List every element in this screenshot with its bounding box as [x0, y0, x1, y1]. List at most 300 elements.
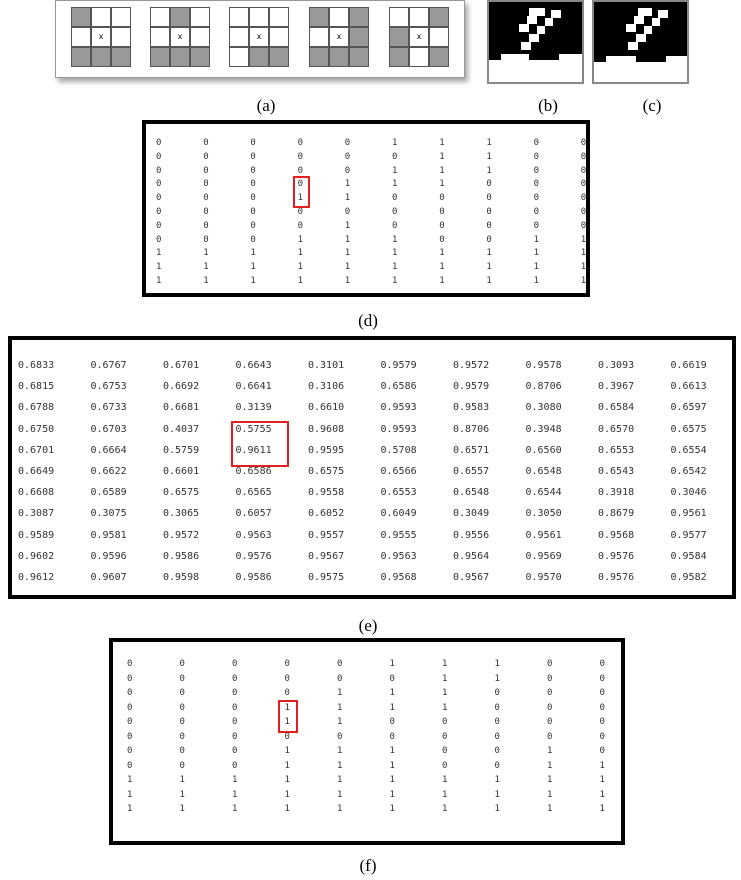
matrix-cell: 1: [580, 248, 587, 259]
matrix-cell: 1: [439, 179, 445, 190]
matrix-cell: 0: [156, 207, 162, 217]
matrix-cell: 0.6703: [90, 423, 127, 435]
matrix-cell: 0.5759: [163, 444, 200, 456]
matrix-cell: 0: [297, 179, 304, 190]
matrix-cell: 0: [337, 659, 343, 669]
mask-cell: [71, 7, 91, 27]
matrix-cell: 0: [250, 220, 256, 231]
mask-cell: [91, 7, 111, 27]
matrix-cell: 0: [392, 193, 398, 204]
matrix-cell: 1: [494, 659, 500, 669]
matrix-cell: 0: [337, 731, 343, 742]
matrix-cell: 0.6601: [163, 466, 200, 477]
matrix-cell: 0.6584: [598, 402, 635, 414]
matrix-cell: 0.8679: [598, 508, 635, 520]
mask-cell: [229, 7, 249, 27]
matrix-cell: 0: [494, 731, 500, 742]
matrix-cell: 1: [547, 804, 553, 814]
matrix-cell: 1: [284, 746, 290, 756]
matrix-cell: 0: [179, 717, 185, 727]
matrix-cell: 0: [337, 673, 343, 684]
mask-cell: [269, 47, 289, 67]
matrix-cell: 0: [547, 717, 553, 727]
matrix-cell: 1: [127, 775, 133, 785]
mask-cell: [389, 7, 409, 27]
matrix-cell: 0: [232, 717, 238, 727]
matrix-cell: 0: [284, 731, 290, 742]
matrix-cell: 0.9572: [163, 529, 200, 541]
matrix-cell: 0.3948: [525, 423, 562, 435]
matrix-cell: 0: [127, 659, 133, 669]
matrix-cell: 0: [156, 151, 162, 162]
matrix-cell: 0.9556: [453, 529, 490, 541]
matrix-cell: 0.4037: [163, 423, 200, 435]
matrix-cell: 0: [392, 220, 398, 231]
matrix-cell: 1: [442, 775, 448, 785]
matrix-cell: 1: [337, 804, 343, 814]
matrix-cell: 0: [127, 717, 133, 727]
matrix-cell: 0.9561: [525, 529, 562, 541]
matrix-cell: 0.6544: [525, 487, 562, 499]
matrix-cell: 0: [250, 179, 256, 190]
matrix-cell: 0.6610: [308, 402, 345, 414]
matrix-cell: 0: [580, 193, 587, 204]
highlight-box: [278, 700, 298, 733]
matrix-cell: 0.6548: [453, 487, 490, 499]
mask-cell: [429, 47, 449, 67]
mask-cell: [349, 27, 369, 47]
matrix-cell: 0.3049: [453, 508, 490, 520]
matrix-cell: 0.3046: [670, 487, 707, 499]
mask-cell: [309, 47, 329, 67]
caption-d: (d): [358, 311, 378, 330]
matrix-cell: 0.6643: [235, 360, 272, 371]
matrix-cell: 1: [337, 789, 343, 800]
matrix-cell: 0: [297, 220, 304, 231]
matrix-cell: 1: [156, 262, 162, 273]
matrix-cell: 1: [156, 248, 162, 259]
matrix-cell: 0.3065: [163, 508, 200, 520]
binary-image-b: [487, 0, 584, 84]
matrix-cell: 0.3050: [525, 508, 562, 520]
matrix-cell: 0: [203, 193, 209, 204]
matrix-cell: 0.6613: [670, 381, 707, 393]
matrix-cell: 0.9582: [670, 572, 707, 583]
matrix-cell: 0: [439, 193, 445, 204]
matrix-cell: 0.9563: [235, 529, 272, 541]
matrix-cell: 1: [439, 151, 445, 162]
matrix-cell: 1: [250, 262, 256, 273]
matrix-cell: 0.6701: [163, 360, 200, 371]
matrix-cell: 1: [389, 746, 395, 756]
matrix-cell: 0.9581: [90, 529, 127, 541]
matrix-cell: 0: [250, 138, 256, 148]
matrix-cell: 0: [599, 673, 605, 684]
matrix-cell: 0.6548: [525, 466, 562, 477]
matrix-cell: 0.6622: [90, 466, 127, 477]
matrix-cell: 0: [203, 151, 209, 162]
matrix-cell: 0.5755: [235, 423, 272, 435]
matrix-cell: 1: [599, 775, 605, 785]
matrix-cell: 0.9593: [380, 402, 417, 414]
matrix-cell: 1: [179, 789, 185, 800]
matrix-cell: 0.6570: [598, 423, 635, 435]
matrix-cell: 1: [494, 789, 500, 800]
matrix-cell: 0: [179, 760, 185, 771]
matrix-cell: 0.3087: [18, 508, 55, 520]
matrix-cell: 0: [127, 760, 133, 771]
matrix-cell: 0.3139: [235, 402, 272, 414]
matrix-cell: 0: [392, 207, 398, 217]
matrix-cell: 1: [250, 248, 256, 259]
matrix-cell: 0.6692: [163, 381, 200, 393]
matrix-cell: 0: [344, 207, 351, 217]
mask-cell: [150, 47, 170, 67]
matrix-cell: 1: [439, 165, 445, 176]
matrix-cell: 1: [389, 702, 395, 713]
matrix-cell: 0: [250, 193, 256, 204]
matrix-cell: 1: [580, 234, 587, 245]
mask-cell: [389, 47, 409, 67]
matrix-cell: 1: [486, 151, 492, 162]
highlight-box: [231, 421, 289, 467]
matrix-cell: 1: [337, 746, 343, 756]
caption-c: (c): [642, 96, 662, 115]
matrix-cell: 1: [297, 193, 304, 204]
matrix-cell: 0.6057: [235, 508, 272, 520]
mask-cell: [249, 7, 269, 27]
matrix-cell: 1: [486, 276, 492, 286]
matrix-cell: 1: [439, 276, 445, 286]
matrix-cell: 1: [203, 262, 209, 273]
matrix-cell: 1: [203, 248, 209, 259]
matrix-cell: 0: [203, 165, 209, 176]
matrix-cell: 0.6565: [235, 487, 272, 499]
matrix-cell: 1: [297, 262, 304, 273]
matrix-cell: 0.9586: [235, 572, 272, 583]
mask-cell: [329, 47, 349, 67]
mask-cell: [91, 47, 111, 67]
matrix-cell: 1: [533, 262, 540, 273]
matrix-cell: 0: [494, 702, 500, 713]
matrix-cell: 0.9598: [163, 572, 200, 583]
matrix-cell: 1: [344, 179, 351, 190]
matrix-cell: 0: [297, 151, 304, 162]
mask-cell: [190, 7, 210, 27]
matrix-cell: 1: [486, 248, 492, 259]
mask-cell: [229, 47, 249, 67]
matrix-cell: 1: [284, 717, 290, 727]
matrix-cell: 1: [337, 702, 343, 713]
matrix-cell: 1: [392, 248, 398, 259]
matrix-cell: 0.6733: [90, 402, 127, 414]
mask-cell: [409, 47, 429, 67]
matrix-cell: 1: [580, 276, 587, 286]
matrix-cell: 1: [494, 775, 500, 785]
matrix-cell: 0.9568: [380, 572, 417, 583]
matrix-cell: 0: [494, 717, 500, 727]
matrix-cell: 1: [250, 276, 256, 286]
matrix-cell: 1: [232, 775, 238, 785]
mask-cell: [269, 7, 289, 27]
matrix-cell: 0: [439, 220, 445, 231]
mask-panel: [55, 0, 465, 78]
mask-cell: [170, 7, 190, 27]
matrix-cell: 0: [232, 702, 238, 713]
matrix-cell: 1: [389, 775, 395, 785]
matrix-cell: 0: [156, 234, 162, 245]
matrix-cell: 1: [344, 262, 351, 273]
matrix-cell: 0: [297, 207, 304, 217]
matrix-cell: 1: [392, 276, 398, 286]
matrix-cell: 0: [232, 673, 238, 684]
matrix-cell: 0.9577: [670, 529, 707, 541]
matrix-cell: 0.9583: [453, 402, 490, 414]
matrix-cell: 0.9569: [525, 550, 562, 562]
matrix-cell: 0.3918: [598, 487, 635, 499]
mask-cell: [111, 27, 131, 47]
mask-cell: [190, 47, 210, 67]
matrix-cell: 0: [547, 673, 553, 684]
matrix-cell: 0.5708: [380, 444, 417, 456]
matrix-cell: 0.6753: [90, 381, 127, 393]
matrix-cell: 0: [533, 165, 540, 176]
matrix-cell: 0: [250, 207, 256, 217]
matrix-cell: 0: [442, 760, 448, 771]
matrix-cell: 0.8706: [453, 423, 490, 435]
matrix-cell: 0.6575: [308, 466, 345, 477]
matrix-cell: 1: [232, 804, 238, 814]
matrix-cell: 0: [547, 731, 553, 742]
matrix-cell: 0.6553: [598, 444, 635, 456]
matrix-cell: 0: [250, 234, 256, 245]
mask-cell: [309, 7, 329, 27]
matrix-cell: 1: [344, 220, 351, 231]
matrix-cell: 0.6664: [90, 444, 127, 456]
matrix-cell: 0: [179, 702, 185, 713]
highlight-box: [293, 176, 310, 208]
caption-f: (f): [359, 856, 377, 875]
matrix-cell: 1: [389, 659, 395, 669]
matrix-cell: 0: [127, 746, 133, 756]
matrix-cell: 0.9557: [308, 529, 345, 541]
matrix-cell: 0.9578: [525, 360, 562, 371]
matrix-cell: 0: [179, 659, 185, 669]
matrix-cell: 1: [392, 234, 398, 245]
matrix-cell: 1: [389, 688, 395, 698]
matrix-cell: 0.6560: [525, 444, 562, 456]
matrix-cell: 0.9561: [670, 508, 707, 520]
matrix-cell: 0: [297, 165, 304, 176]
matrix-cell: 1: [392, 165, 398, 176]
matrix-cell: 0.6589: [90, 487, 127, 499]
matrix-cell: 0: [179, 731, 185, 742]
matrix-cell: 1: [297, 234, 304, 245]
matrix-cell: 0.6049: [380, 508, 417, 520]
matrix-cell: 0: [156, 193, 162, 204]
matrix-cell: 1: [284, 775, 290, 785]
matrix-cell: 0: [599, 717, 605, 727]
matrix-cell: 0.9611: [235, 444, 272, 456]
matrix-cell: 1: [389, 789, 395, 800]
matrix-cell: 1: [547, 760, 553, 771]
matrix-cell: 1: [486, 138, 492, 148]
matrix-cell: 0.9579: [380, 360, 417, 371]
matrix-cell: 0: [442, 717, 448, 727]
matrix-cell: 0: [533, 220, 540, 231]
matrix-cell: 1: [337, 760, 343, 771]
matrix-cell: 1: [486, 165, 492, 176]
matrix-cell: 0: [156, 165, 162, 176]
matrix-cell: 0.3093: [598, 360, 635, 371]
mask-cell: [170, 47, 190, 67]
matrix-cell: 1: [344, 234, 351, 245]
matrix-cell: 0.9612: [18, 572, 55, 583]
matrix-cell: 0.9572: [453, 360, 490, 371]
matrix-cell: 0.9608: [308, 423, 345, 435]
matrix-cell: 0: [232, 659, 238, 669]
matrix-cell: 1: [533, 234, 540, 245]
matrix-cell: 0.9576: [598, 572, 635, 583]
matrix-cell: 0: [494, 746, 500, 756]
matrix-cell: 0.6571: [453, 444, 490, 456]
matrix-cell: 0: [156, 220, 162, 231]
matrix-cell: 0: [232, 746, 238, 756]
matrix-cell: 1: [547, 746, 553, 756]
matrix-cell: 1: [547, 789, 553, 800]
matrix-cell: 0: [547, 688, 553, 698]
matrix-cell: 1: [156, 276, 162, 286]
matrix-cell: 1: [442, 789, 448, 800]
matrix-cell: 1: [203, 276, 209, 286]
matrix-cell: 1: [389, 760, 395, 771]
matrix-cell: 1: [442, 659, 448, 669]
matrix-cell: 0.9586: [163, 550, 200, 562]
mask-cell: [409, 7, 429, 27]
matrix-cell: 1: [297, 276, 304, 286]
matrix-cell: 0: [127, 702, 133, 713]
matrix-cell: 0.3075: [90, 508, 127, 520]
matrix-cell: 1: [284, 789, 290, 800]
matrix-cell: 0: [232, 688, 238, 698]
matrix-cell: 1: [392, 179, 398, 190]
matrix-cell: 0.9570: [525, 572, 562, 583]
matrix-cell: 1: [284, 760, 290, 771]
matrix-cell: 1: [580, 262, 587, 273]
matrix-cell: 1: [533, 248, 540, 259]
matrix-cell: 0: [179, 673, 185, 684]
matrix-cell: 0: [547, 659, 553, 669]
matrix-cell: 0.6553: [380, 487, 417, 499]
matrix-cell: 0: [599, 731, 605, 742]
center-mark: x: [256, 32, 262, 41]
matrix-cell: 0: [203, 138, 209, 148]
matrix-cell: 0.9595: [308, 444, 345, 456]
matrix-cell: 1: [389, 804, 395, 814]
matrix-cell: 0: [486, 193, 492, 204]
matrix-cell: 0.6701: [18, 444, 55, 456]
matrix-cell: 0: [599, 702, 605, 713]
matrix-cell: 1: [337, 717, 343, 727]
matrix-cell: 0.9567: [453, 572, 490, 583]
matrix-cell: 0.6649: [18, 466, 55, 477]
matrix-cell: 0: [580, 220, 587, 231]
center-mark: x: [416, 32, 422, 41]
mask-cell: [111, 7, 131, 27]
center-mark: x: [336, 32, 342, 41]
matrix-cell: 0: [486, 234, 492, 245]
matrix-cell: 0: [127, 731, 133, 742]
binary-matrix-d: [142, 120, 590, 297]
matrix-cell: 0: [580, 138, 587, 148]
matrix-cell: 1: [599, 789, 605, 800]
matrix-cell: 0: [533, 207, 540, 217]
matrix-cell: 0.6833: [18, 360, 55, 371]
matrix-cell: 0: [179, 688, 185, 698]
matrix-cell: 0: [533, 179, 540, 190]
matrix-cell: 1: [392, 262, 398, 273]
matrix-cell: 0: [389, 673, 395, 684]
matrix-cell: 0: [599, 659, 605, 669]
mask-5: [389, 7, 450, 68]
matrix-cell: 0: [127, 688, 133, 698]
matrix-cell: 1: [284, 702, 290, 713]
binary-image-c: [592, 0, 689, 84]
matrix-cell: 0.6788: [18, 402, 55, 414]
matrix-cell: 0: [127, 673, 133, 684]
matrix-cell: 0.9576: [598, 550, 635, 562]
mask-cell: [429, 27, 449, 47]
matrix-cell: 1: [179, 804, 185, 814]
mask-cell: [269, 27, 289, 47]
matrix-cell: 0.6767: [90, 360, 127, 371]
matrix-cell: 0.9602: [18, 550, 55, 562]
center-mark: x: [177, 32, 183, 41]
matrix-cell: 0.9579: [453, 381, 490, 393]
matrix-cell: 0.9596: [90, 550, 127, 562]
matrix-cell: 0: [392, 151, 398, 162]
probability-matrix-e: [8, 336, 736, 599]
matrix-cell: 0.9607: [90, 572, 127, 583]
mask-2: [150, 7, 211, 68]
matrix-cell: 0: [580, 207, 587, 217]
mask-cell: [329, 7, 349, 27]
matrix-cell: 0.9576: [235, 550, 272, 562]
matrix-cell: 1: [179, 775, 185, 785]
matrix-cell: 0.6557: [453, 466, 490, 477]
matrix-cell: 1: [232, 789, 238, 800]
matrix-cell: 0: [486, 179, 492, 190]
matrix-cell: 0: [533, 138, 540, 148]
matrix-cell: 0.6542: [670, 466, 707, 477]
matrix-cell: 0.9575: [308, 572, 345, 583]
matrix-cell: 0.6608: [18, 487, 55, 499]
mask-4: [309, 7, 370, 68]
matrix-cell: 0.9567: [308, 550, 345, 562]
matrix-cell: 1: [284, 804, 290, 814]
matrix-cell: 0.9558: [308, 487, 345, 499]
matrix-cell: 0: [203, 220, 209, 231]
matrix-cell: 0: [486, 220, 492, 231]
matrix-cell: 0: [284, 688, 290, 698]
matrix-cell: 1: [344, 248, 351, 259]
matrix-cell: 1: [547, 775, 553, 785]
matrix-cell: 0.9584: [670, 550, 707, 562]
matrix-cell: 0: [232, 760, 238, 771]
matrix-cell: 0: [344, 151, 351, 162]
matrix-cell: 0: [599, 688, 605, 698]
mask-1: [71, 7, 132, 68]
